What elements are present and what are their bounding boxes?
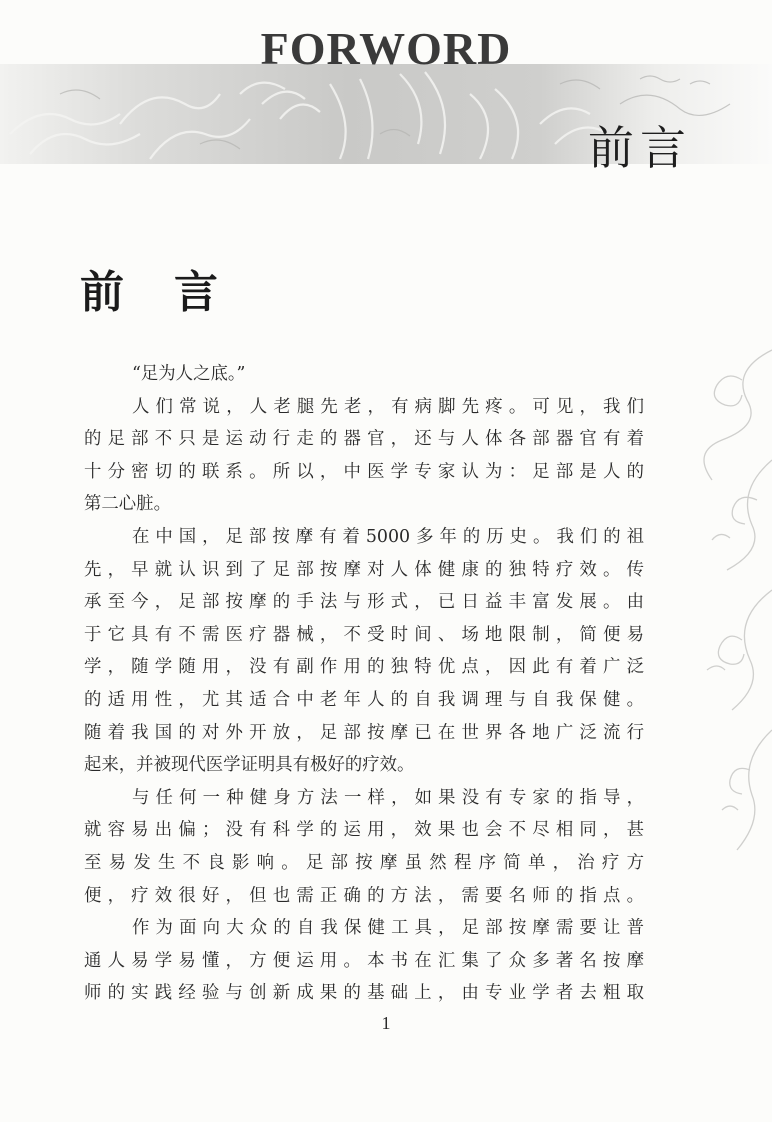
body-line: 便，疗效很好，但也需正确的方法，需要名师的指点。 bbox=[84, 885, 644, 906]
body-line: 人们常说，人老腿先老，有病脚先疼。可见，我们 bbox=[132, 396, 644, 417]
english-header-title: FORWORD bbox=[260, 23, 512, 74]
page-number: 1 bbox=[381, 1013, 391, 1033]
body-line: 起来，并被现代医学证明具有极好的疗效。 bbox=[84, 755, 415, 776]
body-line: 的足部不只是运动行走的器官，还与人体各部器官有着 bbox=[84, 429, 644, 450]
body-line: 十分密切的联系。所以，中医学专家认为：足部是人的 bbox=[84, 461, 644, 482]
body-line: 于它具有不需医疗器械，不受时间、场地限制，简便易 bbox=[84, 624, 644, 645]
body-line: 的适用性，尤其适合中老年人的自我调理与自我保健。 bbox=[84, 689, 644, 710]
body-line: 承至今，足部按摩的手法与形式，已日益丰富发展。由 bbox=[84, 592, 644, 613]
body-line: 至易发生不良影响。足部按摩虽然程序简单，治疗方 bbox=[84, 852, 644, 873]
body-line: 在中国，足部按摩有着5000多年的历史。我们的祖 bbox=[132, 526, 644, 547]
body-line: 师的实践经验与创新成果的基础上，由专业学者去粗取 bbox=[84, 983, 644, 1004]
body-line: 学，随学随用，没有副作用的独特优点，因此有着广泛 bbox=[84, 657, 644, 678]
chinese-header-title: 前言 bbox=[588, 121, 692, 175]
page-title: 前言 bbox=[80, 267, 268, 318]
body-text bbox=[84, 358, 644, 1010]
body-line: 就容易出偏；没有科学的运用，效果也会不尽相同，甚 bbox=[84, 820, 644, 841]
floral-decoration bbox=[652, 340, 772, 860]
body-line: 与任何一种健身方法一样，如果没有专家的指导， bbox=[132, 787, 644, 808]
body-line: “足为人之底。” bbox=[132, 364, 246, 384]
body-line: 先，早就认识到了足部按摩对人体健康的独特疗效。传 bbox=[84, 559, 644, 580]
body-line: 第二心脏。 bbox=[84, 494, 171, 515]
body-line: 作为面向大众的自我保健工具，足部按摩需要让普 bbox=[132, 918, 644, 939]
body-line: 随着我国的对外开放，足部按摩已在世界各地广泛流行 bbox=[84, 722, 644, 743]
body-line: 通人易学易懂，方便运用。本书在汇集了众多著名按摩 bbox=[84, 950, 644, 971]
